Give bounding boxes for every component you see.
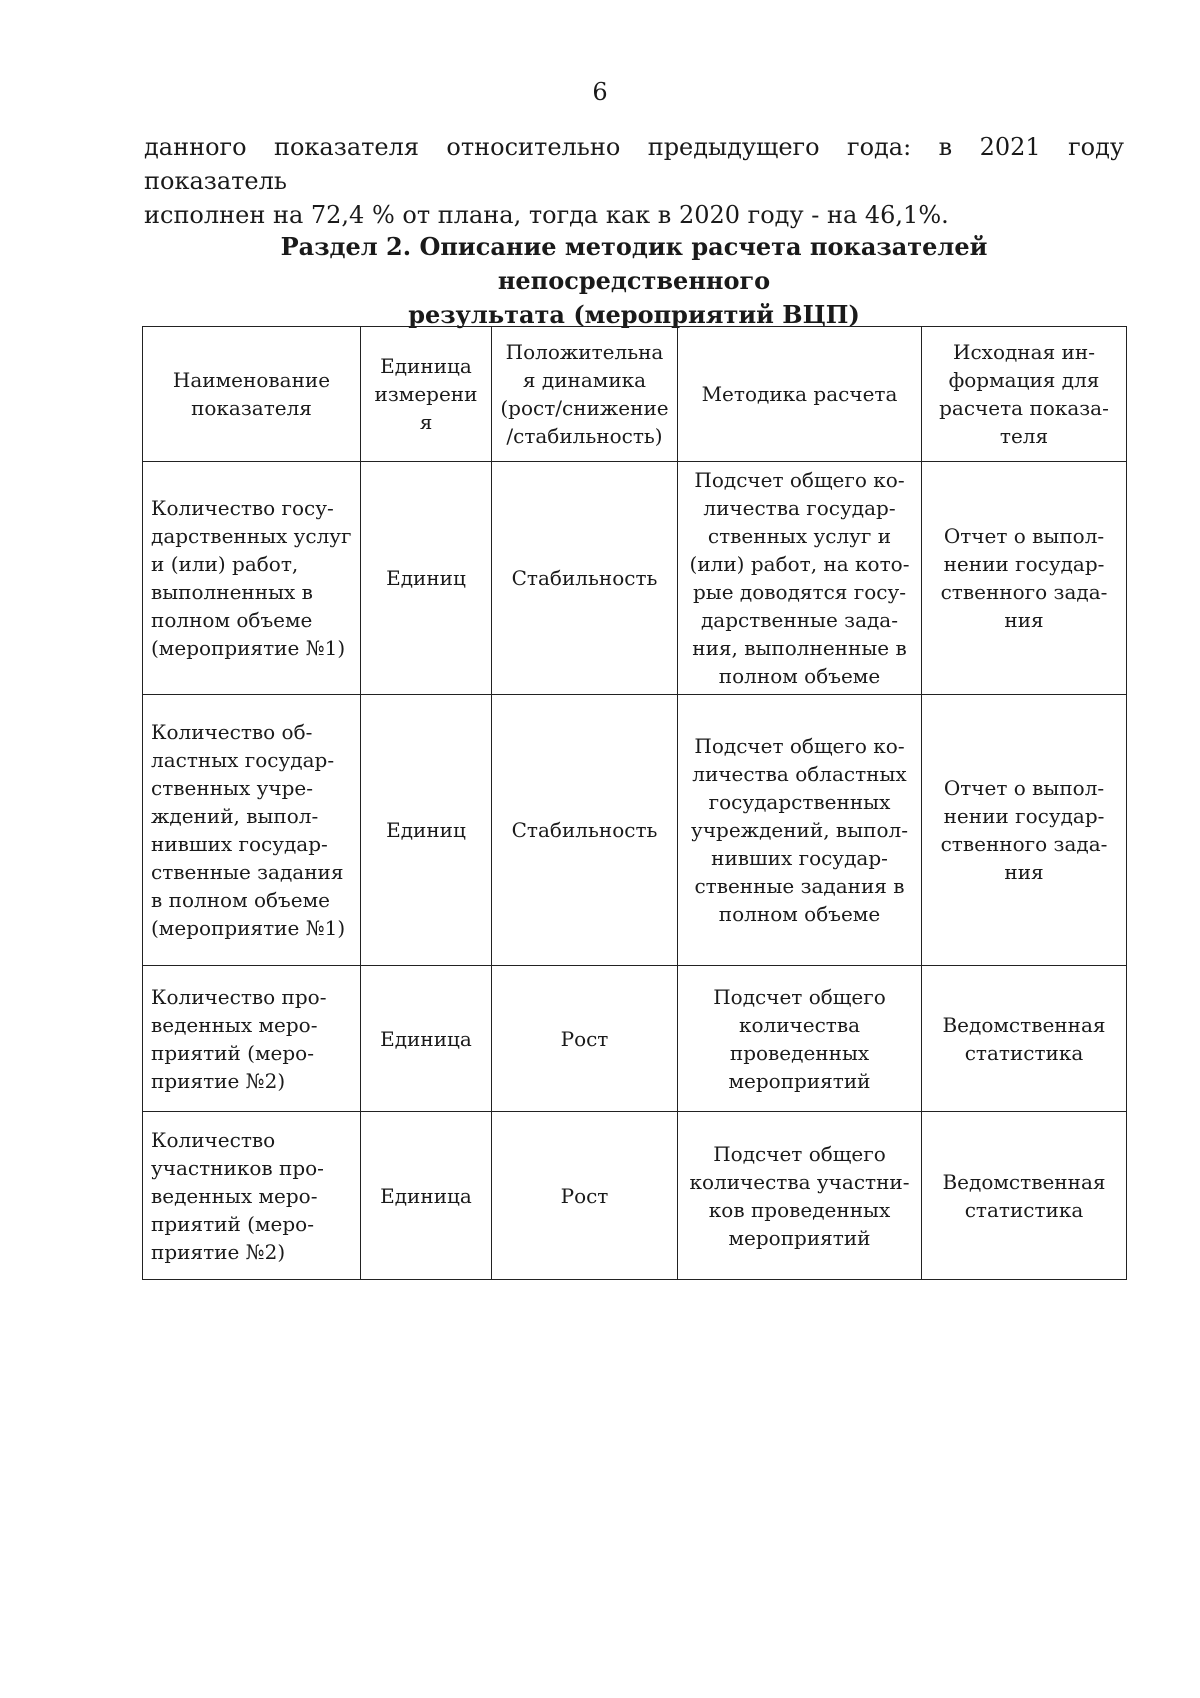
table-row	[143, 966, 1127, 1112]
cell-source: Отчет о выполнении государственного задания	[922, 695, 1127, 966]
page-number: 6	[592, 78, 608, 106]
header-method: Методика расчета	[678, 327, 922, 462]
cell-source: Ведомственная статистика	[922, 966, 1127, 1112]
intro-line-2: исполнен на 72,4 % от плана, тогда как в 2020 году - на 46,1%.	[144, 201, 949, 229]
cell-source: Отчет о выполнении государственного задания	[922, 462, 1127, 695]
cell-unit: Единиц	[361, 695, 492, 966]
cell-unit: Единица	[361, 1112, 492, 1280]
cell-method: Подсчет общего количества областных государственных учреждений, выполнивших государственные задания в полном объеме	[678, 695, 922, 966]
cell-dynamics: Стабильность	[492, 695, 678, 966]
section-title-line-1: Раздел 2. Описание методик расчета показателей непосредственного	[280, 232, 988, 295]
header-unit: Единица измерения	[361, 327, 492, 462]
cell-dynamics: Стабильность	[492, 462, 678, 695]
table-header-row	[143, 327, 1127, 462]
cell-indicator-name: Количество участников проведенных мероприятий (мероприятие №2)	[143, 1112, 361, 1280]
header-indicator-name: Наименование показателя	[143, 327, 361, 462]
cell-source: Ведомственная статистика	[922, 1112, 1127, 1280]
section-title	[144, 230, 1124, 332]
header-source: Исходная информация для расчета показателя	[922, 327, 1127, 462]
table-row	[143, 695, 1127, 966]
indicators-table	[142, 326, 1127, 1280]
intro-line-1: данного показателя относительно предыдущего года: в 2021 году показатель	[144, 133, 1124, 195]
table-row	[143, 1112, 1127, 1280]
header-dynamics: Положительная динамика (рост/снижение /стабильность)	[492, 327, 678, 462]
section-title-line-2: результата (мероприятий ВЦП)	[408, 300, 860, 329]
cell-indicator-name: Количество проведенных мероприятий (мероприятие №2)	[143, 966, 361, 1112]
cell-method: Подсчет общего количества участников проведенных мероприятий	[678, 1112, 922, 1280]
cell-unit: Единиц	[361, 462, 492, 695]
cell-dynamics: Рост	[492, 1112, 678, 1280]
cell-method: Подсчет общего количества государственных услуг и (или) работ, на которые доводятся государственные задания, выполненные в полном объеме	[678, 462, 922, 695]
cell-method: Подсчет общего количества проведенных мероприятий	[678, 966, 922, 1112]
cell-indicator-name: Количество государственных услуг и (или) работ, выполненных в полном объеме (мероприятие №1)	[143, 462, 361, 695]
cell-unit: Единица	[361, 966, 492, 1112]
intro-paragraph	[144, 130, 1124, 232]
cell-indicator-name: Количество областных государственных учреждений, выполнивших государственные задания в полном объеме (мероприятие №1)	[143, 695, 361, 966]
cell-dynamics: Рост	[492, 966, 678, 1112]
table-row	[143, 462, 1127, 695]
